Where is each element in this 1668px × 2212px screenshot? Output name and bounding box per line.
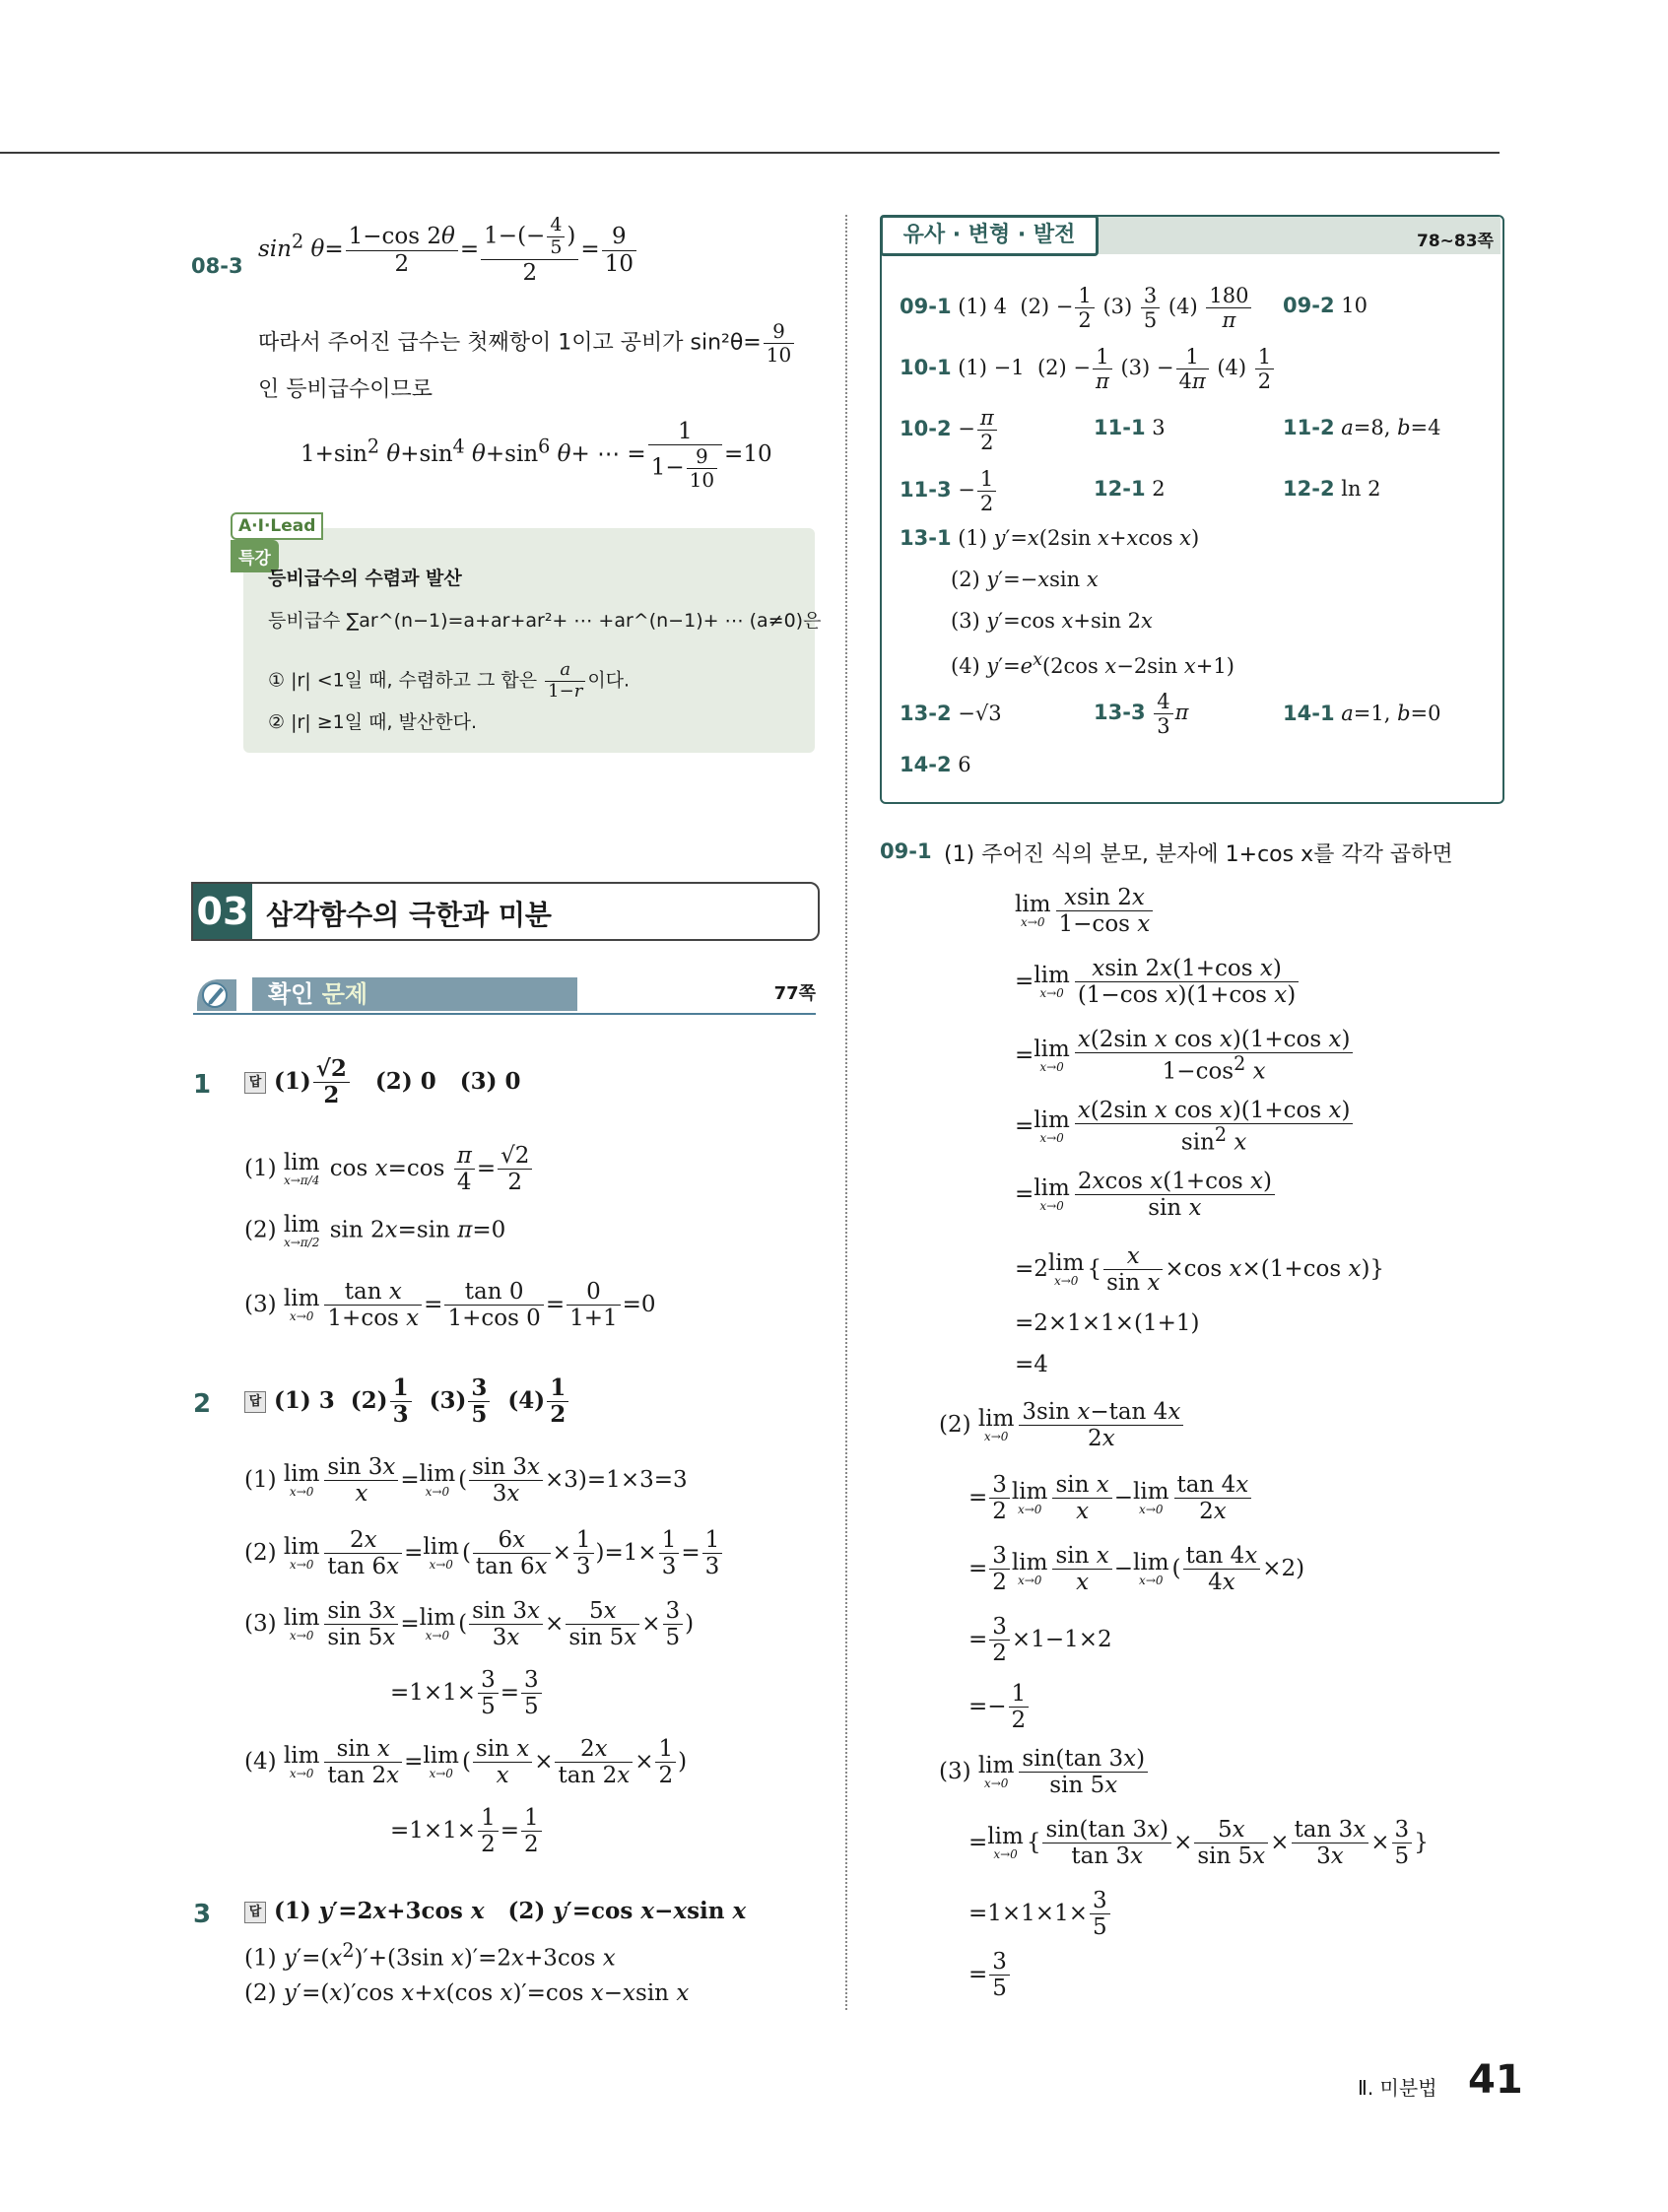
similar-pages: 78~83쪽 [1417,232,1494,251]
top-rule [0,152,1500,154]
problem-2-step-1: (1) lim x→0 $\frac{\sin 3x}{x}$ = lim x→0 ( $\frac{\sin 3x}{3x}$ ×3)=1×3=3 [244,1454,688,1508]
problem-1-step-1: (1) lim x→π/4 cos x=cos $\frac{\pi}{4}$ = $\frac{√2}{2}$ [244,1143,534,1196]
solution-09-1-intro: (1) 주어진 식의 분모, 분자에 1+cos x를 각각 곱하면 [944,842,1453,867]
sol-09-1-part-2-a: = $\frac{3}{2}$ lim x→0 $\frac{\text{sin x}}{x}$ − lim x→0 $\frac{\tan 4x}{2x}$ [968,1472,1253,1525]
sol-09-1-part-2: (2) lim x→0 $\frac{\text{3sin x−tan 4x}}{2x}$ [939,1399,1185,1452]
problem-3-step-1: (1) $y'=(x^2)'+(3\sin$ x)′=2x+3cos x [244,1939,616,1972]
answer-13-2: 13-2 −√3 [900,702,1002,725]
answer-12-2: 12-2 ln 2 [1283,477,1381,501]
answer-11-3: 11-3 − $\frac{1}{2}$ [900,467,998,515]
problem-2-step-2: (2) lim x→0 $\frac{2x}{\tan 6x}$ = lim x→0 ( $\frac{6x}{\tan 6x}$ × $\frac{1}{3}$ )=1× $\frac{1}{3}$ = $\frac{1}{3}$ [244,1527,724,1580]
text-08-3-2: 인 등비급수이므로 [258,377,434,402]
eq-08-3-b: $1+\sin^2$ $\theta+\sin^4$ $\theta+\sin^6$ θ+ ⋯ = 1 1− $\frac{9}{10}$ =10 [300,419,772,493]
problem-3-answer: 답 (1) y′=2x+3cos x (2) y′=cos x−xsin x [244,1898,746,1924]
sol-09-1-eq-6: =2 lim x→0 { $\frac{x}{\text{sin x}}$ ×cos x×(1+cos x)} [1015,1243,1385,1297]
sol-09-1-part-3-b: =1×1×1× $\frac{3}{5}$ [968,1888,1112,1941]
problem-2-step-3b: =1×1× $\frac{3}{5}$ = $\frac{3}{5}$ [390,1667,544,1720]
answer-12-1: 12-1 2 [1094,477,1166,501]
sol-09-1-part-2-b: = $\frac{3}{2}$ lim x→0 $\frac{\text{sin x}}{x}$ − lim x→0 ( $\frac{\tan 4x}{4x}$ ×2) [968,1543,1305,1596]
problem-1-step-2: (2) lim x→π/2 sin 2x=sin π=0 [244,1212,506,1249]
answer-13-3: 13-3 $\frac{4}{3}$ π [1094,690,1189,739]
sol-09-1-part-2-d: =− $\frac{1}{2}$ [968,1681,1031,1734]
problem-3-step-2: (2) y′=(x)′cos x+x(cos x)′=cos x−xsin x [244,1980,690,2006]
sol-09-1-part-3: (3) lim x→0 $\frac{\sin(\tan 3x)}{\sin 5x}$ [939,1746,1150,1799]
answer-13-1-2: (2) y′=−xsin x [951,568,1099,591]
pencil-icon [193,973,240,1011]
eq-08-3-a: $\sin^2 \theta=$ $\frac{1-\cos 2\theta}{2}$ = 1−(− $\frac{4}{5}$ ) 2 = $\frac{9}{10}$ [258,215,638,286]
tip-line-3: ② |r| ≥1일 때, 발산한다. [268,711,478,733]
problem-2-step-4: (4) lim x→0 $\frac{\text{sin x}}{\tan 2x}$ = lim x→0 ( $\frac{\text{sin x}}{x}$ × $\frac{2x}{\tan 2x}$ × $\frac{1}{2}$ ) [244,1736,688,1789]
sol-09-1-eq-7: =2×1×1×(1+1) [1015,1310,1200,1336]
sol-09-1-part-2-c: = $\frac{3}{2}$ ×1−1×2 [968,1614,1112,1667]
sol-09-1-eq-3: = lim x→0 $\frac{\text{x(2sin x cos x)(1+cos x)}}{1-\cos^2 x}$ [1015,1027,1355,1086]
tip-line-1: 등비급수 ∑ar^(n−1)=a+ar+ar²+ ⋯ +ar^(n−1)+ ⋯ (a≠0)은 [268,610,822,632]
problem-2-number: 2 [193,1389,212,1419]
tip-tag: A·I·Lead특강 [231,512,359,544]
tip-title: 등비급수의 수렴과 발산 [268,568,462,589]
tip-line-2: ① |r| <1일 때, 수렴하고 그 합은 $\frac{a}{1-r}$ 이다. [268,659,631,702]
answer-13-1-3: (3) y′=cos x+sin 2x [951,609,1153,633]
answer-10-2: 10-2 − $\frac{\pi}{2}$ [900,406,999,454]
answer-11-1: 11-1 3 [1094,416,1166,439]
problem-1-answer: 답 (1) $\frac{√2}{2}$ (2) 0 (3) 0 [244,1056,521,1109]
sol-09-1-part-3-a: = lim x→0 { $\frac{\sin(\tan 3x)}{\tan 3x}$ × $\frac{5x}{\sin 5x}$ × $\frac{\tan 3x}{3x}$ × $\frac{3}{5}$ } [968,1817,1429,1870]
sol-09-1-eq-4: = lim x→0 $\frac{\text{x(2sin x cos x)(1+cos x)}}{\sin^2 x}$ [1015,1098,1355,1157]
problem-2-step-4b: =1×1× $\frac{1}{2}$ = $\frac{1}{2}$ [390,1805,544,1858]
answer-14-2: 14-2 6 [900,753,971,776]
answer-14-1: 14-1 a=1, b=0 [1283,702,1441,725]
problem-2-answer: 답 (1) 3 (2) $\frac{1}{3}$ (3) $\frac{3}{5}$ (4) $\frac{1}{2}$ [244,1375,570,1429]
answer-11-2: 11-2 a=8, b=4 [1283,416,1441,439]
confirm-header: 확인 문제 77쪽 [193,973,816,1015]
answer-13-1-4: (4) $y'=e^x(2\cos$ x−2sin x+1) [951,650,1234,678]
answers-row-2: 10-1 (1) −1 (2) − $\frac{1}{\pi}$ (3) − $\frac{1}{4\pi}$ (4) $\frac{1}{2}$ [900,345,1276,393]
problem-1-step-3: (3) lim x→0 $\frac{\text{tan x}}{\text{1+cos x}}$ = $\frac{\tan 0}{1+\cos 0}$ = $\frac{0}{1+1}$ =0 [244,1279,656,1332]
section-heading: 03 삼각함수의 극한과 미분 [191,882,820,941]
solution-label-09-1: 09-1 [880,839,932,863]
answer-13-1-1: 13-1 (1) y′=x(2sin x+xcos x) [900,526,1200,550]
page-number: 41 [1468,2057,1523,2103]
answers-row-1: 09-1 (1) 4 (2) − $\frac{1}{2}$ (3) $\frac{3}{5}$ (4) $\frac{180}{\pi}$ [900,284,1253,332]
problem-3-number: 3 [193,1900,212,1929]
text-08-3-1: 따라서 주어진 급수는 첫째항이 1이고 공비가 sin²θ= $\frac{9}{10}$ [258,320,796,367]
problem-1-number: 1 [193,1070,212,1100]
chapter-label: Ⅱ. 미분법 [1358,2076,1437,2100]
sol-09-1-eq-2: = lim x→0 $\frac{\text{xsin 2x(1+cos x)}}{\text{(1−cos x)(1+cos x)}}$ [1015,956,1301,1009]
column-divider [845,215,847,2010]
similar-title: 유사 · 변형 · 발전 [880,215,1099,256]
sol-09-1-eq-8: =4 [1015,1352,1048,1377]
answer-09-2: 09-2 10 [1283,294,1368,317]
sol-09-1-eq-1: lim x→0 $\frac{xsin 2x}{\text{1−cos x}}$ [1015,885,1155,938]
sol-09-1-eq-5: = lim x→0 $\frac{\text{2xcos x(1+cos x)}}{\text{sin x}}$ [1015,1169,1277,1222]
sol-09-1-part-3-c: = $\frac{3}{5}$ [968,1949,1012,2002]
solution-label-08-3: 08-3 [191,254,243,278]
problem-2-step-3: (3) lim x→0 $\frac{\sin 3x}{\sin 5x}$ = lim x→0 ( $\frac{\sin 3x}{3x}$ × $\frac{5x}{\sin 5x}$ × $\frac{3}{5}$ ) [244,1598,695,1651]
